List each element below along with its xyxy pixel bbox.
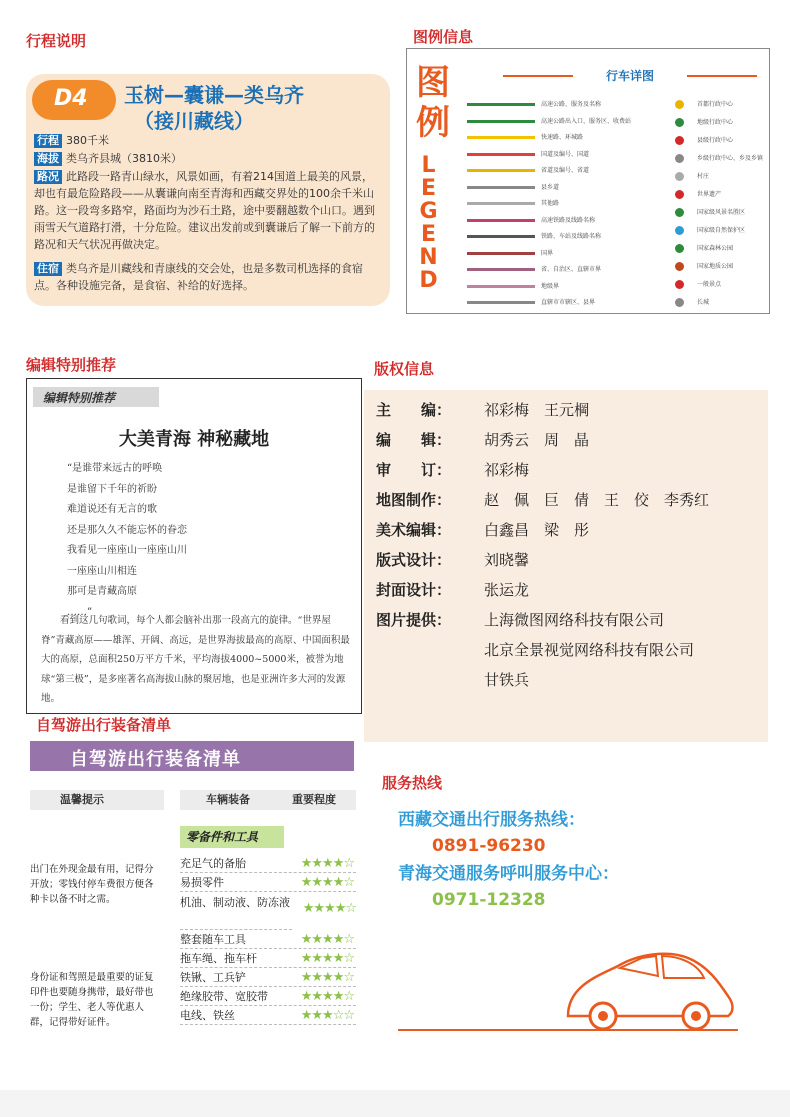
tips-header: 温馨提示: [30, 790, 164, 810]
legend-label: 铁路、车站及线路名称: [541, 233, 602, 240]
road-tag: 路况: [34, 170, 62, 184]
star-filled-icon: ★: [332, 932, 344, 947]
legend-symbol-icon: [675, 244, 684, 253]
road-row: [34, 168, 382, 253]
credit-key: 图片提供：: [376, 611, 452, 629]
star-filled-icon: ★: [332, 951, 344, 966]
legend-label: 长城: [697, 299, 710, 306]
credit-row: [376, 670, 529, 690]
poem-line: 是谁留下千年的祈盼: [67, 483, 157, 495]
credit-row: [376, 400, 589, 420]
legend-symbol-icon: [675, 280, 684, 289]
star-filled-icon: ★: [300, 989, 312, 1004]
credit-value: 刘晓馨: [484, 551, 530, 569]
legend-symbol-icon: [675, 172, 684, 181]
star-filled-icon: ★: [300, 1008, 312, 1023]
credit-row: [376, 640, 694, 660]
legend-symbol-icon: [675, 154, 684, 163]
legend-symbol-icon: [675, 262, 684, 271]
legend-symbol-icon: [675, 226, 684, 235]
vehicle-header-label: 车辆装备: [206, 793, 250, 806]
equipment-name: 易损零件: [180, 876, 224, 889]
legend-label: 省道及编号、省道: [541, 167, 590, 174]
vehicle-header: [180, 790, 356, 810]
credit-row: [376, 610, 664, 630]
star-filled-icon: ★: [322, 932, 333, 947]
tip-id: 身份证和驾照是最重要的证复印件也要随身携带，最好带也一份；学生、老人等优惠人群，记得带好证件。: [30, 972, 154, 1028]
section-title-itinerary: 行程说明: [26, 32, 87, 50]
star-filled-icon: ★: [324, 901, 335, 916]
equipment-banner: [30, 741, 354, 771]
credit-value: 白鑫昌 梁 彤: [484, 521, 590, 539]
legend-line-swatch: [467, 186, 535, 189]
editor-body-text: 看到这几句歌词，每个人都会脑补出那一段高亢的旋律。“世界屋脊”青藏高原——雄浑、开阔、高远，是世界海拔最高的高原、中国面积最大的高原，总面积250万平方千米，平均海拔4000~5000米，被誉为地球“第三极”，是多座著名高海拔山脉的聚居地，也是亚洲许多大河的发源地。: [41, 615, 350, 704]
equipment-name: 铁锹、工兵铲: [180, 971, 246, 984]
equipment-banner-text: 自驾游出行装备清单: [70, 749, 241, 770]
equipment-name: 拖车绳、拖车杆: [180, 952, 257, 965]
credit-value: 上海微图网络科技有限公司: [484, 611, 665, 629]
legend-label: 高速铁路及线路名称: [541, 216, 596, 224]
day-badge: [32, 80, 116, 120]
credit-key: 美术编辑：: [376, 521, 452, 539]
credit-row: [376, 490, 709, 510]
legend-line-swatch: [467, 219, 535, 222]
qinghai-hotline-number: 0971-12328: [432, 890, 546, 910]
equipment-row: [180, 854, 356, 873]
legend-header: 行车详图: [503, 67, 757, 84]
equipment-name: 整套随车工具: [180, 933, 246, 946]
legend-symbol-icon: [675, 190, 684, 199]
star-filled-icon: ★: [311, 989, 323, 1004]
legend-line-swatch: [467, 268, 535, 271]
equipment-name: 机油、制动液、防冻液: [180, 896, 290, 909]
credit-value: 胡秀云 周 晶: [484, 431, 590, 449]
legend-line-swatch: [467, 153, 535, 156]
legend-line-swatch: [467, 252, 535, 255]
legend-label: 首都行政中心: [697, 101, 734, 108]
legend-label: 国家级风景名胜区: [697, 209, 746, 216]
legend-label: 一般景点: [697, 281, 722, 288]
credit-value: 赵 佩 巨 倩 王 佼 李秀红: [484, 491, 710, 509]
rating-stars: [301, 930, 354, 949]
credit-row: [376, 460, 529, 480]
legend-label: 县级行政中心: [697, 137, 734, 144]
credit-key: 版式设计：: [376, 551, 452, 569]
star-empty-icon: ☆: [343, 932, 354, 947]
page-footer: [0, 1090, 790, 1117]
equipment-row: [180, 892, 356, 930]
editor-body: [41, 611, 351, 709]
distance-row: [34, 132, 382, 149]
editor-tab: [33, 387, 159, 407]
legend-line-swatch: [467, 103, 535, 106]
rating-stars: [303, 900, 356, 917]
star-filled-icon: ★: [300, 875, 312, 890]
star-filled-icon: ★: [311, 951, 323, 966]
credit-key: 地图制作：: [376, 491, 452, 509]
rating-stars: [301, 854, 354, 873]
star-filled-icon: ★: [313, 901, 325, 916]
legend-title-en: [415, 153, 451, 291]
altitude-value: 类乌齐县城（3810米）: [66, 152, 182, 165]
star-filled-icon: ★: [311, 932, 323, 947]
rating-stars: [301, 1006, 354, 1025]
road-value: 此路段一路青山绿水，风景如画，有着214国道上最美的风景，却也有最危险路段——从囊谦向南至青海和西藏交界处的100余千米山路。这一段弯多路窄，路面均为沙石土路，途中要翻越数个山口。遇到雨雪天气道路打滑，十分危险。建议出发前或到囊谦后了解一下前方的路况和天气状况再做决定。: [34, 170, 375, 251]
star-filled-icon: ★: [322, 989, 333, 1004]
poem-line: 还是那久久不能忘怀的眷恋: [67, 524, 187, 536]
importance-header-label: 重要程度: [292, 793, 336, 806]
tibet-hotline-label: 西藏交通出行服务热线：: [398, 810, 585, 830]
section-title-copyright: 版权信息: [374, 360, 435, 378]
star-filled-icon: ★: [322, 951, 333, 966]
equipment-name: 绝缘胶带、宽胶带: [180, 990, 268, 1003]
rating-stars: [301, 873, 354, 892]
equipment-row: [180, 968, 356, 987]
credit-row: [376, 430, 589, 450]
poem-line: 我看见一座座山一座座山川: [67, 545, 187, 556]
star-filled-icon: ★: [332, 970, 344, 985]
legend-title-cn: 图例: [416, 63, 450, 143]
credit-key: 封面设计：: [376, 581, 452, 599]
star-filled-icon: ★: [311, 970, 323, 985]
star-filled-icon: ★: [322, 970, 333, 985]
legend-label: 乡级行政中心、乡及乡镇: [697, 155, 764, 162]
star-empty-icon: ☆: [343, 970, 354, 985]
poem-line: ……”: [67, 606, 93, 618]
poem-line: 难道说还有无言的歌: [67, 504, 157, 515]
legend-label: 地级行政中心: [697, 119, 734, 126]
equipment-row: [180, 1006, 356, 1025]
credit-key: 主 编：: [376, 401, 452, 419]
legend-panel: [406, 48, 770, 314]
legend-title-en-text: LEGEND: [416, 153, 441, 291]
credit-row: [376, 550, 529, 570]
credit-value: 北京全景视觉网络科技有限公司: [484, 641, 695, 659]
star-filled-icon: ★: [300, 970, 312, 985]
star-filled-icon: ★: [332, 875, 344, 890]
distance-tag: 行程: [34, 134, 62, 148]
editor-poem: [67, 459, 187, 623]
star-empty-icon: ☆: [343, 875, 354, 890]
legend-label: 地级界: [541, 282, 560, 290]
rating-stars: [301, 987, 354, 1006]
credit-value: 张运龙: [484, 581, 530, 599]
legend-symbol-icon: [675, 136, 684, 145]
star-filled-icon: ★: [322, 1008, 333, 1023]
credit-row: [376, 520, 589, 540]
section-title-equipment: 自驾游出行装备清单: [36, 716, 172, 734]
credit-value: 甘铁兵: [484, 671, 530, 689]
itinerary-card: [26, 74, 390, 306]
legend-label: 高速公路、服务及名称: [541, 101, 602, 108]
credit-key: 编 辑：: [376, 431, 452, 449]
equipment-row: [180, 949, 356, 968]
legend-line-swatch: [467, 169, 535, 172]
credit-row: [376, 580, 529, 600]
legend-label: 国家级自然保护区: [697, 227, 746, 234]
credit-key: 审 订：: [376, 461, 452, 479]
car-illustration: [398, 946, 738, 1036]
star-filled-icon: ★: [300, 951, 312, 966]
legend-label: 县乡道: [541, 183, 560, 191]
legend-label: 快速路、环城路: [541, 134, 584, 141]
credit-value: 祁彩梅 王元棡: [484, 401, 590, 419]
altitude-row: [34, 150, 382, 167]
equipment-row: [180, 873, 356, 892]
star-empty-icon: ☆: [332, 1008, 344, 1023]
legend-line-swatch: [467, 120, 535, 123]
star-filled-icon: ★: [300, 932, 312, 947]
star-empty-icon: ☆: [343, 856, 354, 871]
route-title: [124, 82, 304, 134]
legend-label: 直辖市市辖区、县界: [541, 299, 596, 306]
star-filled-icon: ★: [332, 856, 344, 871]
star-filled-icon: ★: [311, 1008, 323, 1023]
qinghai-hotline-label: 青海交通服务呼叫服务中心：: [398, 864, 619, 884]
star-filled-icon: ★: [302, 901, 314, 916]
section-title-editor: 编辑特别推荐: [26, 356, 117, 374]
credit-value: 祁彩梅: [484, 461, 530, 479]
parts-tag: 零备件和工具: [180, 826, 284, 848]
tibet-hotline-number: 0891-96230: [432, 836, 546, 856]
section-title-legend: 图例信息: [413, 28, 474, 46]
altitude-tag: 海拔: [34, 152, 62, 166]
star-filled-icon: ★: [311, 856, 323, 871]
legend-label: 村庄: [697, 173, 710, 180]
editor-box: [26, 378, 362, 714]
legend-line-swatch: [467, 136, 535, 139]
legend-label: 国界: [541, 249, 554, 257]
legend-symbol-icon: [675, 298, 684, 307]
equipment-row: [180, 930, 356, 949]
star-filled-icon: ★: [322, 856, 333, 871]
rating-stars: [301, 949, 354, 968]
legend-label: 省、自治区、直辖市界: [541, 266, 602, 273]
legend-line-swatch: [467, 235, 535, 238]
distance-value: 380千米: [66, 134, 109, 147]
legend-line-swatch: [467, 202, 535, 205]
star-empty-icon: ☆: [345, 901, 356, 916]
legend-line-swatch: [467, 301, 535, 304]
legend-label: 高速公路出入口、服务区、收费站: [541, 117, 632, 125]
equipment-name: 充足气的备胎: [180, 857, 246, 870]
star-filled-icon: ★: [300, 856, 312, 871]
poem-line: 那可是青藏高原: [67, 586, 137, 597]
route-line-2: （接川藏线）: [134, 109, 254, 133]
star-filled-icon: ★: [311, 875, 323, 890]
star-filled-icon: ★: [334, 901, 346, 916]
legend-label: 国道及编号、国道: [541, 150, 590, 158]
stay-row: [34, 260, 382, 294]
editor-tab-label: 编辑特别推荐: [43, 391, 116, 405]
section-title-hotline: 服务热线: [382, 774, 443, 792]
copyright-panel: [364, 390, 768, 742]
legend-symbol-icon: [675, 100, 684, 109]
equipment-name: 电线、铁丝: [180, 1009, 235, 1022]
stay-tag: 住宿: [34, 262, 62, 276]
tip-cash: 出门在外现金最有用，记得分开放；零钱付停车费很方便各种卡以备不时之需。: [30, 864, 154, 905]
star-empty-icon: ☆: [343, 989, 354, 1004]
legend-symbol-icon: [675, 118, 684, 127]
day-badge-text: D4: [54, 86, 88, 111]
star-empty-icon: ☆: [343, 1008, 354, 1023]
legend-label: 国家森林公园: [697, 245, 734, 252]
legend-label: 其他路: [541, 200, 560, 207]
stay-value: 类乌齐是川藏线和青康线的交会处，也是多数司机选择的食宿点。各种设施完备，是食宿、补给的好选择。: [34, 262, 363, 292]
route-line-1: 玉树—囊谦—类乌齐: [124, 83, 304, 107]
equipment-row: [180, 987, 356, 1006]
editor-title: 大美青海 神秘藏地: [118, 429, 270, 450]
rating-stars: [301, 968, 354, 987]
poem-line: 一座座山川相连: [67, 565, 137, 577]
star-empty-icon: ☆: [343, 951, 354, 966]
legend-line-swatch: [467, 285, 535, 288]
legend-symbol-icon: [675, 208, 684, 217]
star-filled-icon: ★: [322, 875, 333, 890]
legend-label: 国家地质公园: [697, 263, 734, 270]
legend-label: 世界遗产: [697, 191, 722, 198]
star-filled-icon: ★: [332, 989, 344, 1004]
poem-line: “是谁带来远古的呼唤: [67, 463, 163, 474]
